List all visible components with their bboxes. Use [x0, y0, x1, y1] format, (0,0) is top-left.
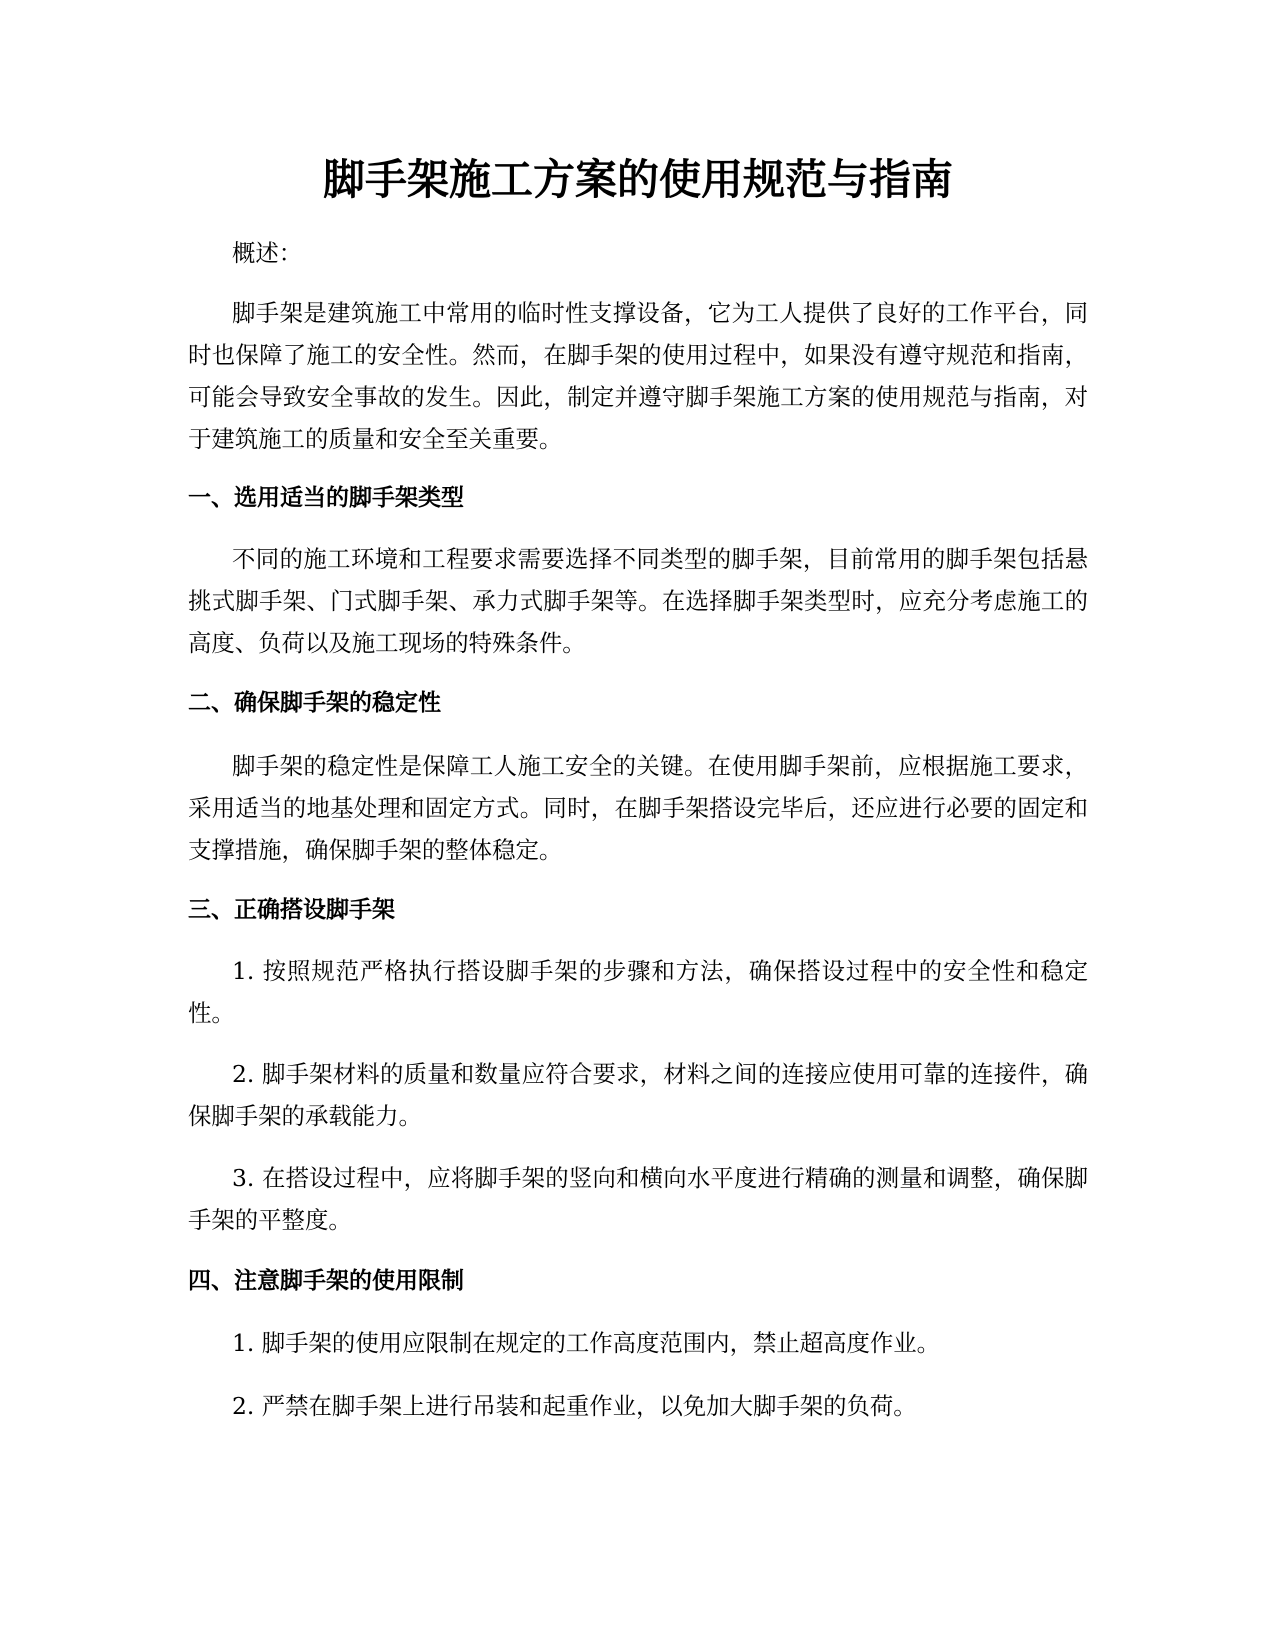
- intro-paragraph: 脚手架是建筑施工中常用的临时性支撑设备，它为工人提供了良好的工作平台，同时也保障了施工的安全性。然而，在脚手架的使用过程中，如果没有遵守规范和指南，可能会导致安全事故的发生。因此，制定并遵守脚手架施工方案的使用规范与指南，对于建筑施工的质量和安全至关重要。: [188, 299, 1088, 453]
- section-4-item-2: 2. 严禁在脚手架上进行吊装和起重作业，以免加大脚手架的负荷。: [232, 1392, 917, 1420]
- section-3-item-3: 3. 在搭设过程中，应将脚手架的竖向和横向水平度进行精确的测量和调整，确保脚手架的平整度。: [188, 1164, 1088, 1234]
- section-heading-4: 四、注意脚手架的使用限制: [188, 1268, 464, 1294]
- section-2-paragraph-1: 脚手架的稳定性是保障工人施工安全的关键。在使用脚手架前，应根据施工要求，采用适当的地基处理和固定方式。同时，在脚手架搭设完毕后，还应进行必要的固定和支撑措施，确保脚手架的整体稳定。: [188, 752, 1088, 864]
- section-heading-2: 二、确保脚手架的稳定性: [188, 690, 441, 716]
- section-heading-3: 三、正确搭设脚手架: [188, 897, 395, 923]
- overview-label: 概述：: [232, 239, 303, 267]
- section-1-paragraph-1: 不同的施工环境和工程要求需要选择不同类型的脚手架，目前常用的脚手架包括悬挑式脚手架、门式脚手架、承力式脚手架等。在选择脚手架类型时，应充分考虑施工的高度、负荷以及施工现场的特殊条件。: [188, 545, 1088, 657]
- section-3-item-2: 2. 脚手架材料的质量和数量应符合要求，材料之间的连接应使用可靠的连接件，确保脚手架的承载能力。: [188, 1060, 1088, 1130]
- section-3-item-1: 1. 按照规范严格执行搭设脚手架的步骤和方法，确保搭设过程中的安全性和稳定性。: [188, 957, 1088, 1027]
- section-heading-1: 一、选用适当的脚手架类型: [188, 485, 464, 511]
- section-4-item-1: 1. 脚手架的使用应限制在规定的工作高度范围内，禁止超高度作业。: [232, 1329, 941, 1357]
- document-title: 脚手架施工方案的使用规范与指南: [322, 155, 953, 204]
